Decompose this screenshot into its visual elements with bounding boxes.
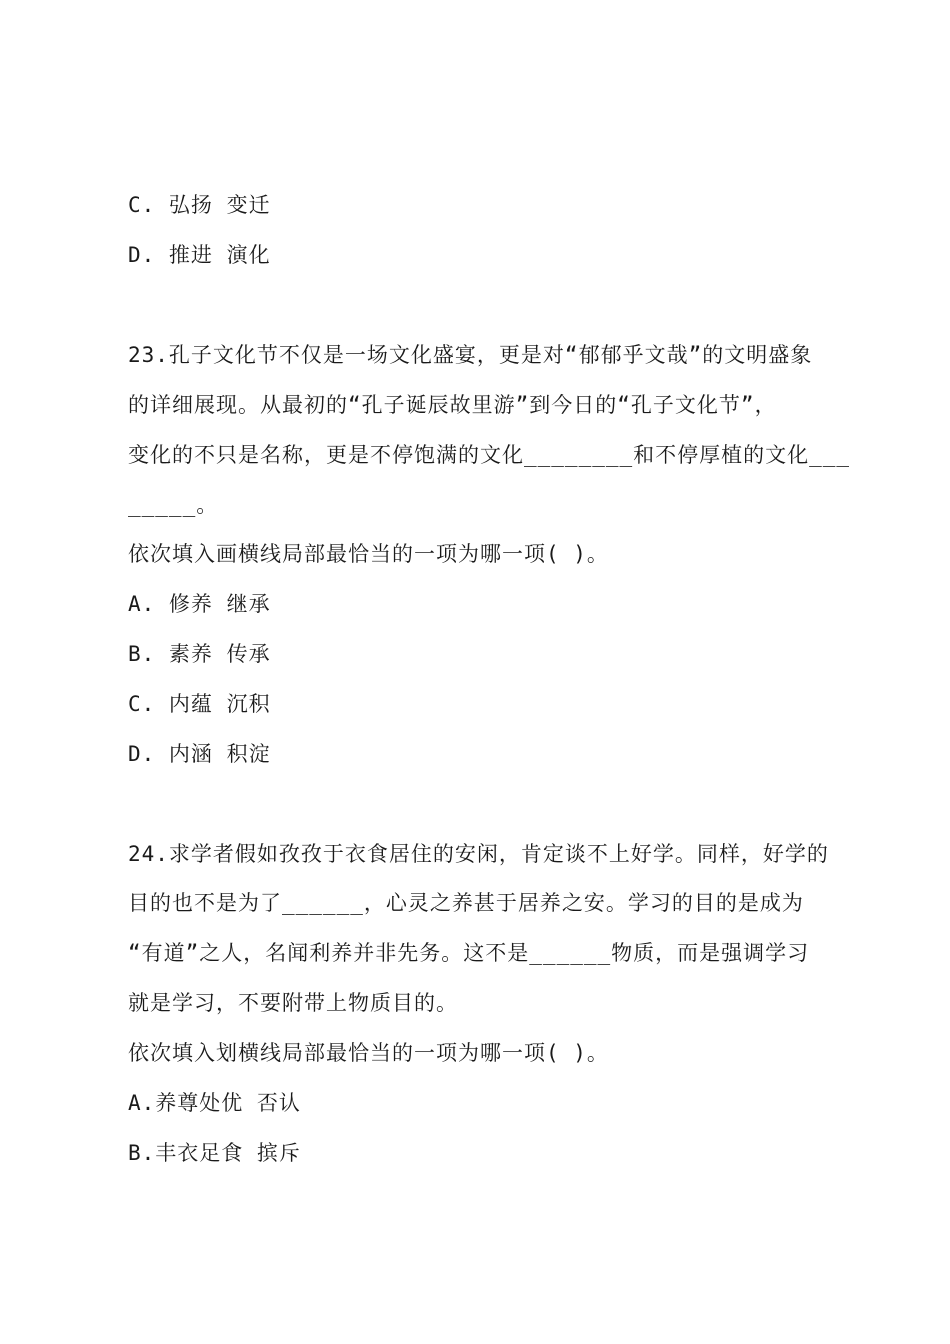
q23-stem-line-3: 变化的不只是名称，更是不停饱满的文化________和不停厚植的文化___ bbox=[128, 443, 851, 467]
q24-stem-line-3: “有道”之人，名闻利养并非先务。这不是______物质，而是强调学习 bbox=[128, 941, 810, 965]
prev-option-d: D. 推进 演化 bbox=[128, 243, 271, 267]
q24-stem-line-4: 就是学习，不要附带上物质目的。 bbox=[128, 991, 458, 1015]
q24-stem-line-2: 目的也不是为了______，心灵之养甚于居养之安。学习的目的是成为 bbox=[128, 891, 804, 915]
q23-option-c: C. 内蕴 沉积 bbox=[128, 692, 271, 716]
q24-prompt: 依次填入划横线局部最恰当的一项为哪一项( )。 bbox=[128, 1041, 609, 1065]
q23-stem-line-4: _____。 bbox=[128, 493, 219, 517]
q23-option-a: A. 修养 继承 bbox=[128, 592, 271, 616]
q24-stem-line-1: 24.求学者假如孜孜于衣食居住的安闲，肯定谈不上好学。同样，好学的 bbox=[128, 842, 829, 866]
q23-stem-line-2: 的详细展现。从最初的“孔子诞辰故里游”到今日的“孔子文化节”， bbox=[128, 393, 777, 417]
q23-prompt: 依次填入画横线局部最恰当的一项为哪一项( )。 bbox=[128, 542, 609, 566]
q23-option-b: B. 素养 传承 bbox=[128, 642, 271, 666]
q23-option-d: D. 内涵 积淀 bbox=[128, 742, 271, 766]
prev-option-c: C. 弘扬 变迁 bbox=[128, 193, 271, 217]
q24-option-b: B.丰衣足食 摈斥 bbox=[128, 1141, 301, 1165]
q23-stem-line-1: 23.孔子文化节不仅是一场文化盛宴，更是对“郁郁乎文哉”的文明盛象 bbox=[128, 343, 813, 367]
q24-option-a: A.养尊处优 否认 bbox=[128, 1091, 301, 1115]
